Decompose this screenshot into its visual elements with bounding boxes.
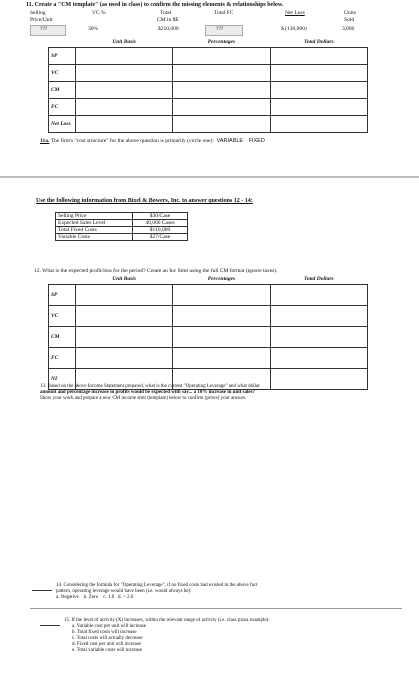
q11-row-cm: CM: [49, 82, 76, 99]
info-label: Expected Sales Level: [56, 220, 133, 227]
q12-cell[interactable]: [75, 306, 172, 327]
q15-answer-blank[interactable]: [40, 625, 60, 626]
q11-cell[interactable]: [270, 116, 367, 133]
q13-line-3: Show your work and prepare a new CM income stmt (template) below to confirm (prove) your answer.: [40, 396, 247, 401]
q11-cell[interactable]: [173, 99, 270, 116]
q12-cell[interactable]: [173, 306, 270, 327]
q11-header-net-loss: Net Loss: [285, 10, 305, 16]
divider-line: [30, 608, 402, 609]
q11-row-sp: SP: [49, 48, 76, 65]
q15-option-c[interactable]: c. Total costs will actually decrease: [72, 636, 143, 641]
q11-cm-template-table: [48, 37, 368, 133]
q12-cell[interactable]: [75, 348, 172, 369]
q15-option-d[interactable]: d. Fixed cost per unit will increase: [72, 642, 142, 647]
q13-question: [40, 384, 412, 402]
q12-cell[interactable]: [270, 306, 367, 327]
q15-option-e[interactable]: e. Total variable costs will increase: [72, 648, 143, 653]
q12-cell[interactable]: [270, 348, 367, 369]
q14-line-2: pattern, operating leverage would have been (i.e. would always be):: [56, 589, 192, 594]
q12-cell[interactable]: [270, 327, 367, 348]
q11-header-vc: VC %: [92, 10, 106, 16]
q11-title: 11. Create a "CM template" (as used in class) to confirm the missing elements & relationships below.: [26, 2, 284, 8]
q11-header-selling: Selling: [30, 10, 46, 16]
q11a-text: The firm's "cost structure" for the above question is primarily (circle one):: [50, 138, 214, 144]
q11-col-percentages: Percentages: [207, 39, 236, 45]
info-label: Selling Price: [56, 213, 133, 220]
q12-cell[interactable]: [173, 327, 270, 348]
q11-col-unit-basis: Unit Basis: [112, 39, 136, 45]
q12-cell[interactable]: [173, 285, 270, 306]
q11-cell[interactable]: [75, 99, 172, 116]
q14-option-c[interactable]: c. 1.0: [103, 595, 115, 600]
q11-row-fc: FC: [49, 99, 76, 116]
bixel-title: Use the following information from Bixel & Bowers, Inc. to answer questions 12 - 14:: [36, 198, 253, 204]
q11a-label: 11a.: [40, 138, 50, 144]
q11-value-net-loss: $ (130,000): [281, 26, 307, 32]
q11-header-sold: Sold: [344, 17, 355, 23]
q15-stem: 15. If the level of activity (X) increases, within the relevant range of activity (i.e. class pizza example):: [64, 618, 270, 623]
q11-header-total: Total: [160, 10, 172, 16]
q11-value-cm-total: $210,000: [158, 26, 179, 32]
q11-sp-unknown-box: [30, 25, 66, 36]
q14-option-a[interactable]: a. Negative: [56, 595, 79, 600]
bixel-info-table: [55, 212, 188, 241]
q11a-question: [40, 138, 419, 145]
q14-question: [56, 583, 412, 601]
q11-cell[interactable]: [270, 99, 367, 116]
q12-cell[interactable]: [173, 348, 270, 369]
q12-row-vc: VC: [49, 306, 76, 327]
q13-line-2: amount and percentage increase in profits would be expected with say... a 10% increase in unit sales?: [40, 390, 256, 395]
info-value: $30/Case: [133, 213, 188, 220]
q11-cell[interactable]: [75, 116, 172, 133]
q15-option-b[interactable]: b. Total fixed costs will increase: [72, 630, 137, 635]
q14-options: [56, 595, 412, 601]
q11-header-price-unit: Price/Unit: [30, 17, 53, 23]
q11-value-units: 3,000: [342, 26, 355, 32]
info-label: Total Fixed Costs: [56, 227, 133, 234]
q11-row-net-loss: Net Loss: [49, 116, 76, 133]
q12-row-fc: FC: [49, 348, 76, 369]
q12-row-cm: CM: [49, 327, 76, 348]
q11-cell[interactable]: [75, 82, 172, 99]
q11a-option-variable[interactable]: VARIABLE: [216, 138, 244, 144]
q11-cell[interactable]: [173, 65, 270, 82]
q11-header-total-fc: Total FC: [214, 10, 234, 16]
section-divider: [0, 176, 419, 178]
info-value: $110,000: [133, 227, 188, 234]
q11-cell[interactable]: [270, 48, 367, 65]
q11-cell[interactable]: [270, 82, 367, 99]
q11-cell[interactable]: [75, 48, 172, 65]
q11-cell[interactable]: [270, 65, 367, 82]
q14-option-d[interactable]: d. > 2.0: [117, 595, 134, 600]
info-label: Variable Costs: [56, 234, 133, 241]
q12-income-statement-table: [48, 274, 368, 390]
q14-line-1: 14. Considering the formula for "Operating Leverage", if no fixed costs had existed in the above fact: [56, 583, 258, 588]
q12-col-total-dollars: Total Dollars: [304, 276, 334, 282]
info-value: 40,000 Cases: [133, 220, 188, 227]
q12-row-ni: NI: [49, 369, 76, 390]
q12-cell[interactable]: [75, 285, 172, 306]
info-value: $27/Case: [133, 234, 188, 241]
q14-option-b[interactable]: b. Zero: [83, 595, 99, 600]
q11-cell[interactable]: [173, 82, 270, 99]
q11-value-vc-pct: 30%: [88, 26, 99, 32]
q11-header-cm: CM in $$: [157, 17, 179, 23]
q11-value-fc: ???: [216, 26, 224, 32]
q12-cell[interactable]: [270, 285, 367, 306]
q12-cell[interactable]: [75, 327, 172, 348]
q12-col-percentages: Percentages: [207, 276, 236, 282]
q15-option-a[interactable]: a. Variable cost per unit will increase: [72, 624, 146, 629]
q11-col-total-dollars: Total Dollars: [304, 39, 334, 45]
q11-value-sp: ???: [40, 26, 48, 32]
q14-answer-blank[interactable]: [32, 590, 52, 591]
q13-line-1: 13. Based on the above Income Statement prepared, what is the current "Operating Leverage" and what dollar: [40, 384, 260, 389]
q11-header-units: Units: [344, 10, 356, 16]
q11-cell[interactable]: [173, 48, 270, 65]
q11-cell[interactable]: [75, 65, 172, 82]
q11-cell[interactable]: [173, 116, 270, 133]
q15-question: [64, 618, 414, 654]
q11-row-vc: VC: [49, 65, 76, 82]
q12-col-unit-basis: Unit Basis: [112, 276, 136, 282]
q12-question: 12. What is the expected profit/loss for the period? Create an Inc Stmt using the full CM format (ignore taxes).: [34, 268, 278, 274]
q11a-option-fixed[interactable]: FIXED: [248, 138, 265, 144]
q12-row-sp: SP: [49, 285, 76, 306]
q11-fc-unknown-box: [205, 25, 243, 36]
